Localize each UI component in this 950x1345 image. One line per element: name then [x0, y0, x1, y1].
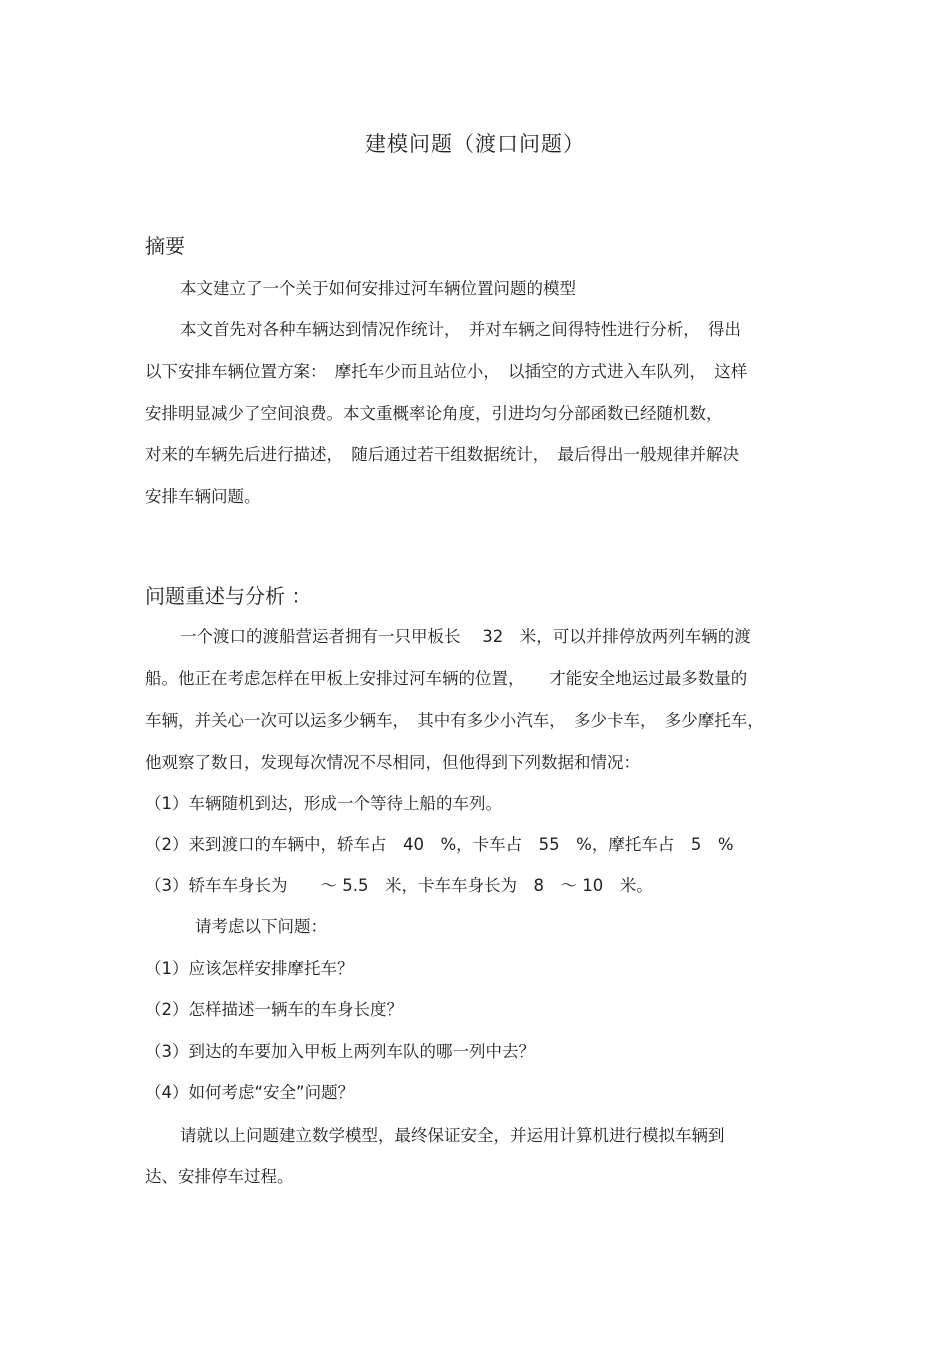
closing-line: 达、安排停车过程。 — [145, 1167, 294, 1186]
abstract-line: 以下安排车辆位置方案： 摩托车少而且站位小， 以插空的方式进入车队列， 这样 — [145, 362, 748, 381]
abstract-line: 本文首先对各种车辆达到情况作统计， 并对车辆之间得特性进行分析， 得出 — [180, 320, 741, 339]
problem-line: 船。他正在考虑怎样在甲板上安排过河车辆的位置， 才能安全地运过最多数量的 — [145, 669, 748, 688]
question-item: （4）如何考虑“安全”问题？ — [145, 1083, 355, 1102]
question-item: （1）应该怎样安排摩托车？ — [145, 959, 354, 978]
abstract-line: 安排车辆问题。 — [145, 487, 261, 506]
problem-list-item: （1）车辆随机到达，形成一个等待上船的车列。 — [145, 794, 502, 813]
closing-line: 请就以上问题建立数学模型，最终保证安全，并运用计算机进行模拟车辆到 — [180, 1126, 725, 1145]
question-intro: 请考虑以下问题： — [195, 917, 327, 936]
problem-list-item: （2）来到渡口的车辆中，轿车占 40 %，卡车占 55 %，摩托车占 5 % — [145, 835, 734, 854]
problem-line: 一个渡口的渡船营运者拥有一只甲板长 32 米，可以并排停放两列车辆的渡 — [180, 627, 751, 646]
abstract-line: 本文建立了一个关于如何安排过河车辆位置问题的模型 — [180, 279, 576, 298]
abstract-line: 安排明显减少了空间浪费。本文重概率论角度，引进均匀分部函数已经随机数， — [145, 404, 723, 423]
abstract-heading: 摘要 — [145, 234, 185, 258]
abstract-line: 对来的车辆先后进行描述， 随后通过若干组数据统计， 最后得出一般规律并解决 — [145, 445, 739, 464]
question-item: （2）怎样描述一辆车的车身长度？ — [145, 1000, 403, 1019]
document-title: 建模问题（渡口问题） — [365, 132, 585, 156]
question-item: （3）到达的车要加入甲板上两列车队的哪一列中去？ — [145, 1042, 535, 1061]
problem-heading: 问题重述与分析 ： — [145, 584, 312, 608]
problem-list-item: （3）轿车车身长为 ～ 5.5 米，卡车车身长为 8 ～ 10 米。 — [145, 876, 653, 895]
problem-line: 他观察了数日，发现每次情况不尽相同，但他得到下列数据和情况： — [145, 753, 640, 772]
problem-line: 车辆，并关心一次可以运多少辆车， 其中有多少小汽车， 多少卡车， 多少摩托车， — [145, 711, 764, 730]
